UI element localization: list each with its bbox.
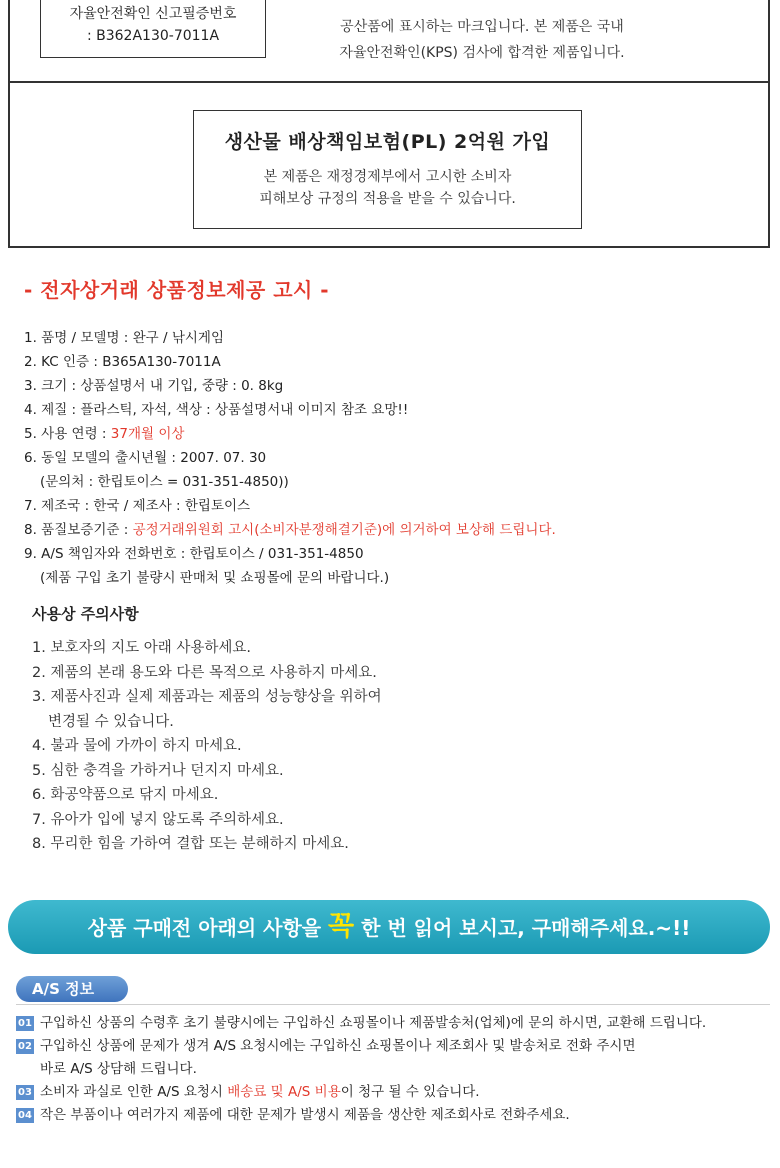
item-number-badge: 03	[16, 1085, 34, 1100]
kps-code-value: : B362A130-7011A	[86, 28, 220, 44]
banner-emphasis: 꼭	[328, 911, 355, 942]
notice-heading: - 전자상거래 상품정보제공 고시 -	[24, 278, 330, 302]
as-text: 소비자 과실로 인한 A/S 요청시	[40, 1084, 228, 1100]
caution-heading: 사용상 주의사항	[32, 605, 139, 623]
kps-desc-line: 자율안전확인(KPS) 검사에 합격한 제품입니다.	[339, 45, 625, 61]
list-item: 9. A/S 책임자와 전화번호 : 한립토이스 / 031-351-4850	[24, 546, 364, 562]
list-item: 5. 심한 충격을 가하거나 던지지 마세요.	[32, 762, 284, 779]
kps-code-label: 자율안전확인 신고필증번호	[69, 6, 237, 22]
list-item: 4. 불과 물에 가까이 하지 마세요.	[32, 738, 242, 754]
list-item: 3. 크기 : 상품설명서 내 기입, 중량 : 0. 8kg	[24, 378, 284, 394]
age-value: 37개월 이상	[110, 426, 185, 442]
list-item: 4. 제질 : 플라스틱, 자석, 색상 : 상품설명서내 이미지 참조 요망!!	[24, 402, 409, 418]
list-item: 2. KC 인증 : B365A130-7011A	[24, 354, 221, 370]
as-text: 구입하신 상품에 문제가 생겨 A/S 요청시에는 구입하신 쇼핑몰이나 제조회사 및 발송처로 전화 주시면	[40, 1038, 636, 1054]
as-info-list	[16, 1012, 706, 1127]
list-item: 3. 제품사진과 실제 제품과는 제품의 성능향상을 위하여	[32, 689, 382, 705]
item-number-badge: 02	[16, 1039, 34, 1054]
as-text: 작은 부품이나 여러가지 제품에 대한 문제가 발생시 제품을 생산한 제조회사로 전화주세요.	[40, 1107, 570, 1123]
pl-insurance-box	[193, 110, 582, 229]
pl-insurance-title: 생산물 배상책임보험(PL) 2억원 가입	[224, 131, 551, 153]
list-item: 6. 화공약품으로 닦지 마세요.	[32, 787, 219, 803]
list-item	[16, 1081, 706, 1104]
age-label: 5. 사용 연령 :	[24, 426, 111, 442]
item-number-badge: 01	[16, 1016, 34, 1031]
warranty-label: 8. 품질보증기준 :	[24, 522, 133, 538]
list-item	[24, 422, 556, 446]
read-before-purchase-banner	[8, 900, 770, 954]
item-number-badge: 04	[16, 1108, 34, 1123]
list-item: 바로 A/S 상담해 드립니다.	[40, 1061, 197, 1077]
banner-text: 상품 구매전 아래의 사항을	[87, 916, 329, 940]
list-item	[16, 1035, 706, 1058]
defect-note: (제품 구입 초기 불량시 판매처 및 쇼핑몰에 문의 바랍니다.)	[40, 570, 390, 586]
list-item	[16, 1012, 706, 1035]
pl-desc-line: 본 제품은 재정경제부에서 고시한 소비자	[263, 169, 512, 185]
kps-description	[292, 0, 672, 66]
list-item: 변경될 수 있습니다.	[48, 713, 174, 730]
list-item: 6. 동일 모델의 출시년월 : 2007. 07. 30	[24, 450, 267, 466]
warranty-value: 공정거래위원회 고시(소비자분쟁해결기준)에 의거하여 보상해 드립니다.	[132, 522, 556, 538]
list-item: 1. 품명 / 모델명 : 완구 / 낚시게임	[24, 330, 225, 346]
pl-insurance-description	[194, 166, 581, 210]
list-item: 1. 보호자의 지도 아래 사용하세요.	[32, 640, 251, 656]
caution-list	[32, 636, 382, 857]
as-text: 구입하신 상품의 수령후 초기 불량시에는 구입하신 쇼핑몰이나 제품발송처(업체)에 문의 하시면, 교환해 드립니다.	[40, 1015, 707, 1031]
as-text: 이 청구 될 수 있습니다.	[340, 1084, 480, 1100]
as-cost-highlight: 배송료 및 A/S 비용	[227, 1084, 341, 1100]
kps-certificate-number-box	[40, 0, 266, 58]
banner-text: 한 번 읽어 보시고, 구매해주세요.~!!	[354, 916, 691, 940]
kps-desc-line: 공산품에 표시하는 마크입니다. 본 제품은 국내	[340, 19, 624, 35]
list-item: 2. 제품의 본래 용도와 다른 목적으로 사용하지 마세요.	[32, 664, 377, 681]
as-divider	[16, 1004, 770, 1005]
panel-divider	[8, 81, 770, 83]
list-item: 7. 제조국 : 한국 / 제조사 : 한립토이스	[24, 498, 251, 514]
as-info-tag: A/S 정보	[16, 976, 128, 1002]
list-item	[24, 518, 556, 542]
list-item	[16, 1104, 706, 1127]
contact-note: (문의처 : 한립토이스 = 031-351-4850))	[40, 474, 289, 490]
pl-desc-line: 피해보상 규정의 적용을 받을 수 있습니다.	[259, 191, 516, 207]
list-item: 8. 무리한 힘을 가하여 결합 또는 분해하지 마세요.	[32, 836, 349, 852]
product-info-list	[24, 326, 556, 590]
list-item: 7. 유아가 입에 넣지 않도록 주의하세요.	[32, 811, 284, 828]
